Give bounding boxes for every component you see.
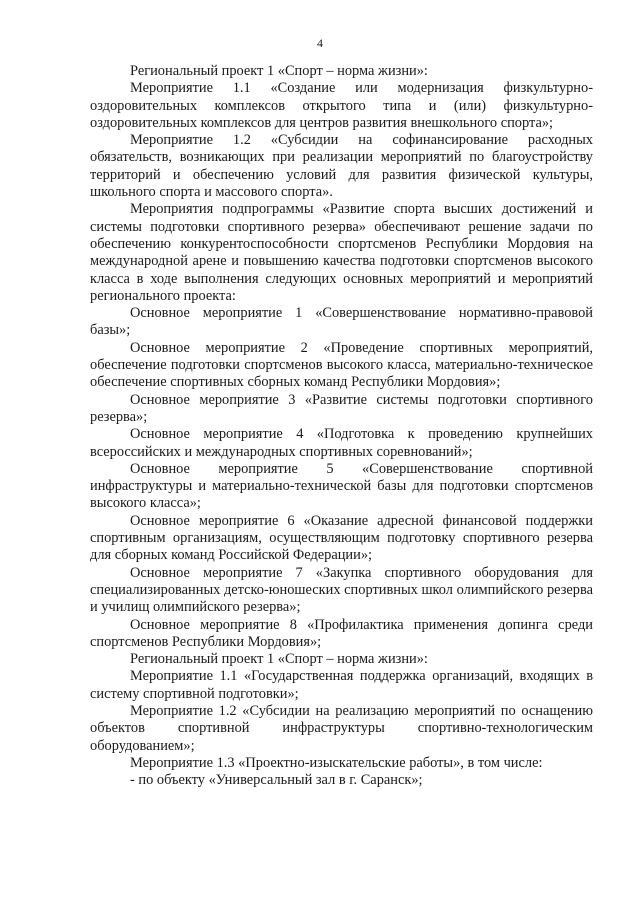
paragraph-measure-1-3-design: Мероприятие 1.3 «Проектно-изыскательские работы», в том числе: xyxy=(130,754,543,771)
paragraph-regional-project-heading-2: Региональный проект 1 «Спорт – норма жизни»: xyxy=(130,651,428,668)
paragraph-measure-1-1-support: Мероприятие 1.1 «Государственная поддержка организаций, входящих в систему спортивной подготовки»; xyxy=(90,668,593,702)
paragraph-measure-1-2-equipment: Мероприятие 1.2 «Субсидии на реализацию мероприятий по оснащению объектов спортивной инфраструктуры спортивно-технологическим оборудованием»; xyxy=(90,702,593,754)
document-body xyxy=(90,63,593,789)
paragraph-main-measure-3: Основное мероприятие 3 «Развитие системы подготовки спортивного резерва»; xyxy=(90,391,593,425)
paragraph-subprogram-intro: Мероприятия подпрограммы «Развитие спорта высших достижений и системы подготовки спортивного резерва» обеспечивают решение задачи по обеспечению конкурентоспособности спортсменов Республики Мордовия на международной арене и повышению качества подготовки спортсменов высокого класса в ходе выполнения следующих основных мероприятий и мероприятий регионального проекта: xyxy=(90,201,593,304)
paragraph-main-measure-5: Основное мероприятие 5 «Совершенствование спортивной инфраструктуры и материально-технической базы для подготовки спортсменов высокого класса»; xyxy=(90,460,593,512)
paragraph-measure-1-2: Мероприятие 1.2 «Субсидии на софинансирование расходных обязательств, возникающих при реализации мероприятий по благоустройству территорий и обеспечению условий для развития физической культуры, школьного спорта и массового спорта». xyxy=(90,132,593,201)
paragraph-measure-1-1: Мероприятие 1.1 «Создание или модернизация физкультурно-оздоровительных комплексов открытого типа и (или) физкультурно-оздоровительных комплексов для центров развития внешкольного спорта»; xyxy=(90,80,593,131)
paragraph-main-measure-4: Основное мероприятие 4 «Подготовка к проведению крупнейших всероссийских и международных спортивных соревнований»; xyxy=(90,426,593,460)
page-number: 4 xyxy=(317,36,323,50)
paragraph-regional-project-heading: Региональный проект 1 «Спорт – норма жизни»: xyxy=(130,63,428,79)
paragraph-main-measure-1: Основное мероприятие 1 «Совершенствование нормативно-правовой базы»; xyxy=(90,305,593,339)
paragraph-main-measure-2: Основное мероприятие 2 «Проведение спортивных мероприятий, обеспечение подготовки спортсменов высокого класса, материально-техническое обеспечение спортивных сборных команд Республики Мордовия»; xyxy=(90,339,593,391)
paragraph-main-measure-6: Основное мероприятие 6 «Оказание адресной финансовой поддержки спортивным организациям, осуществляющим подготовку спортивного резерва для сборных команд Российской Федерации»; xyxy=(90,512,593,564)
paragraph-main-measure-7: Основное мероприятие 7 «Закупка спортивного оборудования для специализированных детско-юношеских спортивных школ олимпийского резерва и училищ олимпийского резерва»; xyxy=(90,564,593,616)
paragraph-object-universal-hall: - по объекту «Универсальный зал в г. Саранск»; xyxy=(130,772,423,789)
paragraph-main-measure-8: Основное мероприятие 8 «Профилактика применения допинга среди спортсменов Республики Мордовия»; xyxy=(90,616,593,650)
